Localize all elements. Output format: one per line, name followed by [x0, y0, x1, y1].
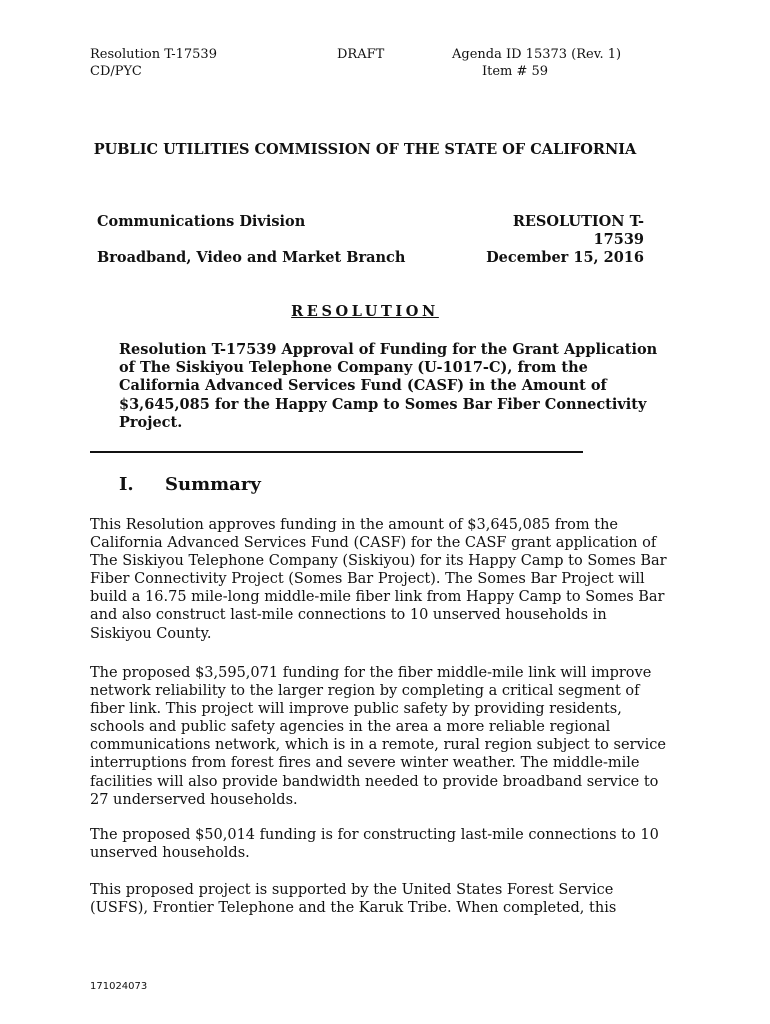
resolution-number-line2: 17539 — [593, 231, 644, 248]
section-divider — [90, 451, 583, 453]
resolution-date: December 15, 2016 — [486, 249, 644, 266]
footer-document-id: 171024073 — [90, 981, 148, 992]
summary-paragraph: The proposed $50,014 funding is for constructing last-mile connections to 10 unserved households. — [90, 827, 659, 862]
resolution-number-line1: RESOLUTION T- — [512, 213, 644, 230]
header-agenda-id: Agenda ID 15373 (Rev. 1) — [452, 47, 622, 62]
summary-paragraph: This proposed project is supported by the United States Forest Service (USFS), Frontier Telephone and the Karuk Tribe. When completed, this — [90, 882, 617, 917]
section-number: I. — [119, 474, 134, 495]
document-title: PUBLIC UTILITIES COMMISSION OF THE STATE OF CALIFORNIA — [93, 141, 637, 158]
header-resolution: Resolution T-17539 — [90, 47, 217, 62]
header-division-code: CD/PYC — [90, 64, 142, 79]
division-name: Communications Division — [97, 213, 306, 230]
header-draft-status: DRAFT — [337, 47, 385, 62]
summary-paragraph: This Resolution approves funding in the amount of $3,645,085 from the California Advanced Services Fund (CASF) for the CASF grant application of The Siskiyou Telephone Company (Siskiyou) for its Happy Camp to Somes Bar Fiber Connectivity Project (Somes Bar Project). The Somes Bar Project will build a 16.75 mile-long middle-mile fiber link from Happy Camp to Somes Bar and also construct last-mile connections to 10 unserved households in Siskiyou County. — [90, 517, 667, 642]
header-item-number: Item # 59 — [482, 64, 549, 79]
section-title: Summary — [165, 474, 261, 495]
branch-name: Broadband, Video and Market Branch — [97, 249, 406, 266]
summary-paragraph: The proposed $3,595,071 funding for the fiber middle-mile link will improve network reliability to the larger region by completing a critical segment of fiber link. This project will improve public safety by providing residents, schools and public safety agencies in the area a more reliable regional communications network, which is in a remote, rural region subject to service interruptions from forest fires and severe winter weather. The middle-mile facilities will also provide bandwidth needed to provide broadband service to 27 underserved households. — [90, 665, 666, 808]
resolution-heading: RESOLUTION — [291, 303, 439, 320]
resolution-description: Resolution T-17539 Approval of Funding for the Grant Application of The Siskiyou Telephone Company (U-1017-C), from the California Advanced Services Fund (CASF) in the Amount of $3,645,085 for the Happy Camp to Somes Bar Fiber Connectivity Project. — [119, 341, 658, 431]
